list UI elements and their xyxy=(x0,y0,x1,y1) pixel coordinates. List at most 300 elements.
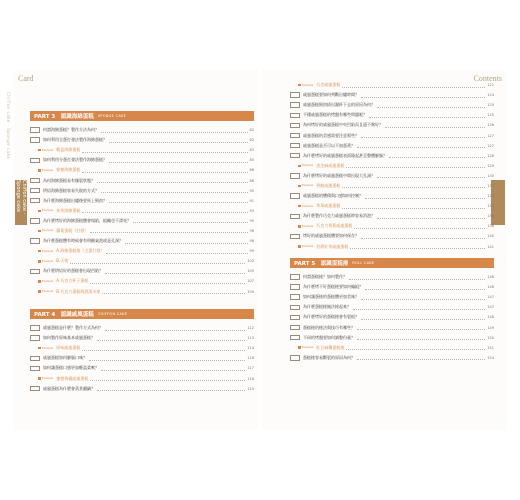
page-number: 127 xyxy=(487,133,494,138)
example-title: B.巧克力蛋糕與酒漬水果 xyxy=(56,288,101,294)
question-number-box xyxy=(290,193,300,199)
question-number-box xyxy=(30,158,40,164)
right-page xyxy=(262,70,506,430)
entry-title: 戚風蛋糕倒扣拔出漏杯下去的原因為何？ xyxy=(303,102,375,108)
dot-leader xyxy=(82,148,247,153)
entry-title: 烘焙海綿蛋糕容易失敗的方式？ xyxy=(43,187,99,193)
entry-title: 如何讓蛋捲的蛋糕體更加美味？ xyxy=(303,294,359,300)
example-marker-icon xyxy=(38,377,41,380)
entry-title: 為什麼烤好的戚風蛋糕中間出現大孔洞？ xyxy=(303,172,375,178)
question-number-box xyxy=(30,188,40,194)
page-number: 88 xyxy=(249,178,254,183)
dot-leader xyxy=(97,336,245,341)
dot-leader xyxy=(349,275,485,280)
example-marker-icon xyxy=(38,149,41,152)
toc-entry-row[interactable] xyxy=(290,322,494,332)
example-title: 輕盈海綿蛋糕 xyxy=(56,147,81,153)
page-number: 154 xyxy=(487,355,494,360)
dot-leader xyxy=(102,289,245,294)
example-marker-icon xyxy=(38,290,41,293)
dot-leader xyxy=(90,376,245,381)
dot-leader xyxy=(346,163,485,168)
toc-entry-row[interactable] xyxy=(30,155,254,165)
dot-leader xyxy=(357,143,485,148)
part-3-header xyxy=(30,111,254,121)
question-number-box xyxy=(290,153,300,159)
example-title: 抹茶海綿蛋糕 xyxy=(56,207,81,213)
dot-leader xyxy=(361,295,485,300)
part-4-subtitle: CHIFFON CAKE xyxy=(97,312,128,316)
page-number: 147 xyxy=(487,295,494,300)
toc-example-row[interactable] xyxy=(290,80,494,90)
entry-title: 戚風蛋糕的體積與口感如何控制？ xyxy=(303,193,363,199)
example-tag xyxy=(38,376,88,382)
question-number-box xyxy=(290,294,300,300)
entry-title: 為什麼烤好的戚風蛋糕表面隆起甚至整體膨脹？ xyxy=(303,152,387,158)
page-number: 91 xyxy=(249,198,254,203)
dot-leader xyxy=(105,269,245,274)
entry-title: 為什麼海綿蛋糕出爐後要馬上倒扣？ xyxy=(43,197,107,203)
chiffon-continued-list xyxy=(290,80,494,252)
dot-leader xyxy=(377,103,485,108)
running-header-right: Contents xyxy=(473,74,502,83)
page-number: 138 xyxy=(487,224,494,229)
page-number: 125 xyxy=(487,103,494,108)
toc-entry-row[interactable] xyxy=(30,384,254,394)
question-number-box xyxy=(30,127,40,133)
toc-entry-row[interactable] xyxy=(290,282,494,292)
example-marker-icon xyxy=(298,185,301,188)
page-number: 119 xyxy=(247,386,254,391)
question-number-box xyxy=(30,269,40,275)
dot-leader xyxy=(342,83,485,88)
dot-leader xyxy=(377,214,485,219)
page-number: 125 xyxy=(487,113,494,118)
toc-example-row[interactable] xyxy=(30,276,254,286)
example-label: Example xyxy=(42,279,54,283)
page-number: 82 xyxy=(249,138,254,143)
entry-title: 為什麼蛋糕捲無法捲起來？ xyxy=(303,304,351,310)
toc-example-row[interactable] xyxy=(30,226,254,236)
toc-entry-row[interactable] xyxy=(290,211,494,221)
example-label: Example xyxy=(42,259,54,263)
toc-example-row[interactable] xyxy=(30,145,254,155)
question-number-box xyxy=(30,335,40,341)
entry-title: 烤好的戚風蛋糕體要如何保存？ xyxy=(303,233,359,239)
question-number-box xyxy=(290,113,300,119)
question-number-box xyxy=(30,356,40,362)
toc-entry-row[interactable] xyxy=(290,171,494,181)
question-number-box xyxy=(290,315,300,321)
entry-title: 不懂戚風蛋糕的烤盤有哪些問題呢？ xyxy=(303,112,367,118)
dot-leader xyxy=(357,335,485,340)
page-number: 146 xyxy=(487,275,494,280)
page-number: 98 xyxy=(249,239,254,244)
page-number: 95 xyxy=(249,218,254,223)
page-number: 124 xyxy=(487,93,494,98)
example-label: Example xyxy=(302,346,314,350)
example-title: 蜜橙香橘戚風蛋糕 xyxy=(56,375,89,381)
example-title: 蜂蜜海綿蛋糕 xyxy=(56,167,81,173)
question-number-box xyxy=(290,133,300,139)
toc-example-row[interactable] xyxy=(290,161,494,171)
dot-leader xyxy=(70,259,245,264)
toc-example-row[interactable] xyxy=(30,373,254,383)
entry-title: 戚風蛋糕要如何判斷出爐時間？ xyxy=(303,92,359,98)
toc-entry-row[interactable] xyxy=(290,100,494,110)
entry-title: 如何讓蛋糕口感更加輕盈柔軟？ xyxy=(43,365,99,371)
dot-leader xyxy=(361,234,485,239)
toc-entry-row[interactable] xyxy=(290,292,494,302)
page-number: 150 xyxy=(487,335,494,340)
toc-entry-row[interactable] xyxy=(30,323,254,333)
dot-leader xyxy=(89,356,245,361)
dot-leader xyxy=(82,168,247,173)
dot-leader xyxy=(385,123,485,128)
page-number: 129 xyxy=(487,163,494,168)
question-number-box xyxy=(290,123,300,129)
entry-title: 如何利用分蛋打發法製作海綿蛋糕？ xyxy=(43,157,107,163)
dot-leader xyxy=(377,173,485,178)
dot-leader xyxy=(106,249,247,254)
example-title: 巧克力香蕉戚風蛋糕 xyxy=(316,223,353,229)
question-number-box xyxy=(30,386,40,392)
dot-leader xyxy=(353,305,485,310)
question-number-box xyxy=(290,325,300,331)
page-number: 134 xyxy=(487,194,494,199)
dot-leader xyxy=(105,326,245,331)
example-tag xyxy=(38,345,80,351)
example-marker-icon xyxy=(298,245,301,248)
toc-example-row[interactable] xyxy=(30,256,254,266)
entry-title: 何謂海綿蛋糕？製作方法為何？ xyxy=(43,127,99,133)
entry-title: 為何烤好的戚風蛋糕中央凹陷而且還不夠好？ xyxy=(303,122,383,128)
entry-title: 蛋糕捲的捲法與技巧有哪些？ xyxy=(303,324,355,330)
left-section-tab xyxy=(15,180,27,225)
left-section-tab-label: Chiffon cake · Sponge cake xyxy=(15,180,27,215)
dot-leader xyxy=(133,218,248,223)
entry-title: 如何製作原味基本戚風蛋糕？ xyxy=(43,335,95,341)
page-number: 96 xyxy=(249,228,254,233)
entry-title: 戚風蛋糕是否可以不加蛋黃？ xyxy=(303,142,355,148)
page-number: 93 xyxy=(249,208,254,213)
question-number-box xyxy=(30,198,40,204)
toc-entry-row[interactable] xyxy=(290,110,494,120)
question-number-box xyxy=(290,284,300,290)
question-number-box xyxy=(30,137,40,143)
question-number-box xyxy=(290,92,300,98)
dot-leader xyxy=(357,325,485,330)
toc-entry-row[interactable] xyxy=(290,191,494,201)
toc-entry-row[interactable] xyxy=(290,231,494,241)
page-number: 105 xyxy=(247,269,254,274)
example-label: Example xyxy=(42,168,54,172)
example-label: Example xyxy=(302,245,314,249)
running-header-left: Card xyxy=(18,74,34,83)
example-marker-icon xyxy=(38,230,41,233)
part-3-title: PART 3 認識海綿蛋糕 xyxy=(34,114,94,120)
example-title: 香醇戚風蛋糕 xyxy=(316,182,341,188)
example-label: Example xyxy=(42,229,54,233)
page-number: 135 xyxy=(487,204,494,209)
example-title: 伯爵紅茶戚風蛋糕 xyxy=(316,243,349,249)
page-number: 130 xyxy=(487,173,494,178)
example-title: A.巧克力杯子蛋糕 xyxy=(56,278,89,284)
example-marker-icon xyxy=(298,84,301,87)
dot-leader xyxy=(365,194,485,199)
side-note: Chiffon cake · Sponge cake xyxy=(6,92,11,160)
question-number-box xyxy=(290,214,300,220)
dot-leader xyxy=(101,128,248,133)
example-label: Example xyxy=(302,164,314,168)
toc-entry-row[interactable] xyxy=(30,363,254,373)
toc-entry-row[interactable] xyxy=(30,216,254,226)
dot-leader xyxy=(90,228,247,233)
example-label: Example xyxy=(302,204,314,208)
page-number: 102 xyxy=(247,259,254,264)
page-number: 140 xyxy=(487,234,494,239)
page-number: 99 xyxy=(249,249,254,254)
entry-title: 為什麼製作巧克力戚風蛋糕時容易消泡？ xyxy=(303,213,375,219)
example-tag xyxy=(38,228,88,234)
page-number: 86 xyxy=(249,168,254,173)
page-number: 126 xyxy=(487,123,494,128)
toc-entry-row[interactable] xyxy=(30,353,254,363)
entry-title: 蛋糕捲容易斷裂的原因為何？ xyxy=(303,354,355,360)
toc-entry-row[interactable] xyxy=(30,186,254,196)
dot-leader xyxy=(369,113,485,118)
example-title: 蘿蔔蛋糕（打發） xyxy=(56,227,89,233)
question-number-box xyxy=(290,305,300,311)
entry-title: 為什麼蛋糕體有時候會有明顯氣泡或是孔洞？ xyxy=(43,238,123,244)
dot-leader xyxy=(125,239,248,244)
question-number-box xyxy=(290,234,300,240)
page-number: 116 xyxy=(247,356,254,361)
toc-entry-row[interactable] xyxy=(30,266,254,276)
question-number-box xyxy=(30,325,40,331)
example-marker-icon xyxy=(298,205,301,208)
dot-leader xyxy=(354,224,485,229)
toc-example-row[interactable] xyxy=(30,165,254,175)
entry-title: 戚風蛋糕是什麼？製作方式為何？ xyxy=(43,325,103,331)
dot-leader xyxy=(90,279,245,284)
entry-title: 為什麼烤好的海綿蛋糕體會塌陷，組織也不漂亮？ xyxy=(43,217,131,223)
toc-entry-row[interactable] xyxy=(290,90,494,100)
part-5-subtitle: ROLL CAKE xyxy=(352,261,375,265)
page-number: 117 xyxy=(247,366,254,371)
page-number: 85 xyxy=(249,158,254,163)
dot-leader xyxy=(389,153,485,158)
toc-entry-row[interactable] xyxy=(290,353,494,363)
part-4-list xyxy=(30,323,254,394)
toc-entry-row[interactable] xyxy=(290,272,494,282)
dot-leader xyxy=(346,345,485,350)
question-number-box xyxy=(30,366,40,372)
example-label: Example xyxy=(302,224,314,228)
example-title: 原味戚風蛋糕 xyxy=(56,345,81,351)
toc-example-row[interactable] xyxy=(30,206,254,216)
example-tag xyxy=(38,258,68,264)
entry-title: 如何利用全蛋打發法製作海綿蛋糕？ xyxy=(43,137,107,143)
example-label: Example xyxy=(302,83,314,87)
dot-leader xyxy=(97,178,248,183)
example-label: Example xyxy=(42,249,54,253)
example-marker-icon xyxy=(38,250,41,253)
dot-leader xyxy=(101,366,245,371)
dot-leader xyxy=(82,208,247,213)
page-number: 151 xyxy=(487,345,494,350)
dot-leader xyxy=(101,188,248,193)
dot-leader xyxy=(342,204,485,209)
example-title: A.海綿蛋糕捲（全蛋打發） xyxy=(56,248,105,254)
toc-entry-row[interactable] xyxy=(30,236,254,246)
toc-example-row[interactable] xyxy=(290,221,494,231)
page-number: 147 xyxy=(487,305,494,310)
page-number: 149 xyxy=(487,325,494,330)
dot-leader xyxy=(361,133,485,138)
part-5-header xyxy=(290,258,494,268)
dot-leader xyxy=(342,183,485,188)
left-page xyxy=(6,70,258,430)
example-marker-icon xyxy=(298,165,301,168)
page-number: 131 xyxy=(487,183,494,188)
example-marker-icon xyxy=(38,347,41,350)
toc-example-row[interactable] xyxy=(30,246,254,256)
toc-entry-row[interactable] xyxy=(30,125,254,135)
example-label: Example xyxy=(302,184,314,188)
entry-title: 戚風蛋糕的美感需要注意那些？ xyxy=(303,132,359,138)
dot-leader xyxy=(109,158,248,163)
question-number-box xyxy=(290,274,300,280)
page-number: 109 xyxy=(247,289,254,294)
page-number: 90 xyxy=(249,188,254,193)
example-title: 黑芝麻戚風蛋糕 xyxy=(316,162,345,168)
toc-entry-row[interactable] xyxy=(290,130,494,140)
entry-title: 為什麼烤好的蛋糕捲會有裂痕？ xyxy=(303,314,359,320)
example-title: B.天使 xyxy=(56,258,69,264)
toc-entry-row[interactable] xyxy=(290,120,494,130)
entry-title: 戚風蛋糕為什麼會蒸煮翻鍋？ xyxy=(43,385,95,391)
example-label: Example xyxy=(42,377,54,381)
example-tag xyxy=(38,278,88,284)
page-number: 127 xyxy=(487,143,494,148)
toc-entry-row[interactable] xyxy=(290,312,494,322)
example-marker-icon xyxy=(298,346,301,349)
example-label: Example xyxy=(42,290,54,294)
toc-example-row[interactable] xyxy=(290,343,494,353)
toc-entry-row[interactable] xyxy=(290,141,494,151)
part-5-title: PART 5 認識蛋糕捲 xyxy=(294,261,349,267)
page-number: 136 xyxy=(487,214,494,219)
question-number-box xyxy=(290,173,300,179)
toc-entry-row[interactable] xyxy=(290,151,494,161)
question-number-box xyxy=(290,102,300,108)
page-number: 112 xyxy=(247,326,254,331)
toc-example-row[interactable] xyxy=(290,181,494,191)
toc-entry-row[interactable] xyxy=(30,135,254,145)
toc-entry-row[interactable] xyxy=(30,333,254,343)
toc-example-row[interactable] xyxy=(290,242,494,252)
example-title: 紅豆麻糬蛋糕捲 xyxy=(316,344,345,350)
page-number: 83 xyxy=(249,148,254,153)
dot-leader xyxy=(357,355,485,360)
page-number: 121 xyxy=(487,83,494,88)
part-4-title: PART 4 認識戚風蛋糕 xyxy=(34,312,94,318)
entry-title: 為什麼烤不好蛋糕捲要如何編組？ xyxy=(303,284,363,290)
toc-entry-row[interactable] xyxy=(290,333,494,343)
example-title: 草莓戚風蛋糕 xyxy=(316,203,341,209)
dot-leader xyxy=(350,244,485,249)
example-marker-icon xyxy=(298,225,301,228)
example-tag xyxy=(298,223,352,229)
question-number-box xyxy=(30,178,40,184)
example-label: Example xyxy=(42,346,54,350)
example-label: Example xyxy=(42,209,54,213)
entry-title: 戚風蛋糕如何膨脹口味？ xyxy=(43,355,87,361)
toc-example-row[interactable] xyxy=(290,201,494,211)
example-tag xyxy=(38,289,100,295)
page-number: 118 xyxy=(247,376,254,381)
part-3-subtitle: SPONGE CAKE xyxy=(97,114,127,118)
example-tag xyxy=(38,167,80,173)
page-number: 146 xyxy=(487,285,494,290)
dot-leader xyxy=(361,315,485,320)
example-tag xyxy=(38,248,104,254)
example-tag xyxy=(298,163,344,169)
example-marker-icon xyxy=(38,280,41,283)
toc-entry-row[interactable] xyxy=(290,302,494,312)
page-number: 82 xyxy=(249,128,254,133)
entry-title: 為什麼烘焙好的蛋糕會出現凹陷？ xyxy=(43,268,103,274)
page-number: 114 xyxy=(247,346,254,351)
part-5-list xyxy=(290,272,494,363)
page-number: 107 xyxy=(247,279,254,284)
dot-leader xyxy=(361,93,485,98)
dot-leader xyxy=(82,346,245,351)
example-title: 巧克戚風蛋糕 xyxy=(316,82,341,88)
entry-title: 何謂蛋糕捲？如何製作？ xyxy=(303,274,347,280)
example-tag xyxy=(298,244,348,250)
example-tag xyxy=(298,203,340,209)
question-number-box xyxy=(30,218,40,224)
toc-entry-row[interactable] xyxy=(30,196,254,206)
dot-leader xyxy=(109,198,248,203)
entry-title: 為何海綿蛋糕易有爆裂狀態？ xyxy=(43,177,95,183)
page-number: 128 xyxy=(487,153,494,158)
example-marker-icon xyxy=(38,260,41,263)
dot-leader xyxy=(109,138,248,143)
dot-leader xyxy=(365,285,485,290)
page-number: 148 xyxy=(487,315,494,320)
question-number-box xyxy=(290,143,300,149)
example-marker-icon xyxy=(38,169,41,172)
example-label: Example xyxy=(42,148,54,152)
toc-entry-row[interactable] xyxy=(30,175,254,185)
example-tag xyxy=(38,147,80,153)
dot-leader xyxy=(97,386,245,391)
question-number-box xyxy=(290,335,300,341)
question-number-box xyxy=(30,238,40,244)
toc-example-row[interactable] xyxy=(30,343,254,353)
part-4-header xyxy=(30,309,254,319)
entry-title: 不同的烤盤要如何調整份量？ xyxy=(303,334,355,340)
example-tag xyxy=(38,208,80,214)
question-number-box xyxy=(290,355,300,361)
part-3-list xyxy=(30,125,254,297)
example-tag xyxy=(298,82,340,88)
toc-example-row[interactable] xyxy=(30,287,254,297)
page-number: 113 xyxy=(247,336,254,341)
